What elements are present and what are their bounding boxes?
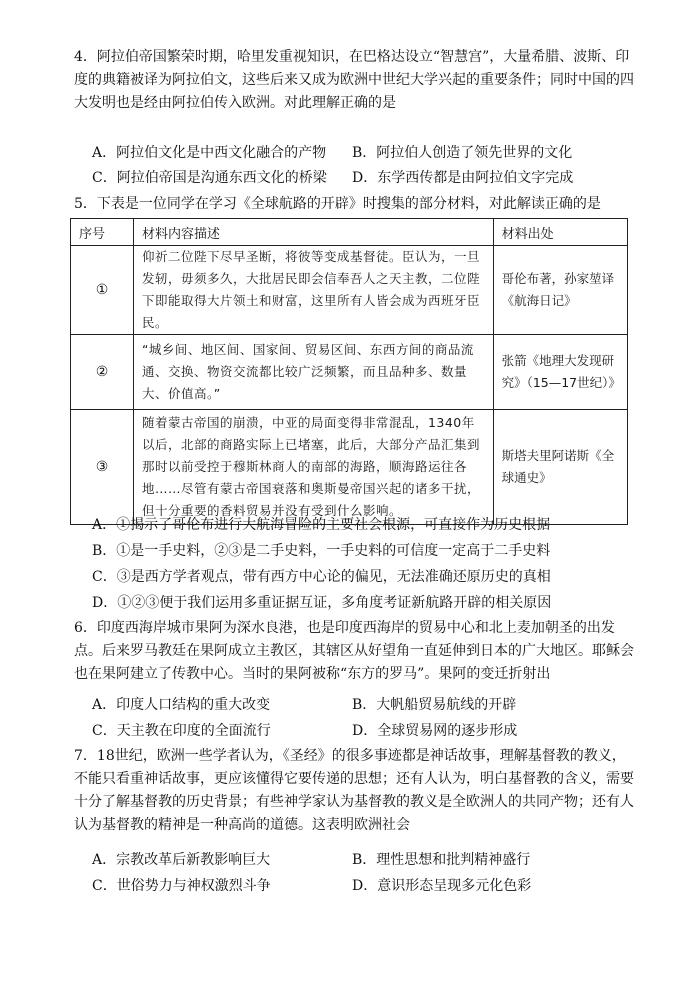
question-5-option-d: D．①②③便于我们运用多重证据互证，多角度考证新航路开辟的相关原因 <box>92 595 552 611</box>
header-content: 材料内容描述 <box>133 219 493 246</box>
question-4-option-d: D．东学西传都是由阿拉伯文字完成 <box>352 170 574 186</box>
question-6-option-c: C．天主教在印度的全面流行 <box>92 723 271 739</box>
question-5-stem: 5．下表是一位同学在学习《全球航路的开辟》时搜集的部分材料，对此解读正确的是 <box>74 196 601 212</box>
row-number: ① <box>71 246 134 335</box>
question-6-stem: 6．印度西海岸城市果阿为深水良港，也是印度西海岸的贸易中心和北上麦加朝圣的出发点。后来罗马教廷在果阿成立主教区，其辖区从好望角一直延伸到日本的广大地区。耶稣会也在果阿建立了传教中心。当时的果阿被称“东方的罗马”。果阿的变迁折射出 <box>74 620 634 682</box>
row-content: 随着蒙古帝国的崩溃，中亚的局面变得非常混乱，1340年以后，北部的商路实际上已堵塞，此后，大部分产品汇集到那时以前受控于穆斯林商人的南部的海路，顺海路运往各地……尽管有蒙古帝国衰落和奥斯曼帝国兴起的诸多干扰，但十分重要的香料贸易并没有受到什么影响。 <box>133 410 493 525</box>
row-source: 斯塔夫里阿诺斯《全球通史》 <box>493 410 627 525</box>
table-header-row <box>71 219 628 246</box>
row-content: 仰祈二位陛下尽早圣断，将彼等变成基督徒。臣认为，一旦发轫，毋须多久，大批居民即会信奉吾人之天主教，二位陛下即能取得大片领土和财富，这里所有人皆会成为西班牙臣民。 <box>133 246 493 335</box>
row-content: “城乡间、地区间、国家间、贸易区间、东西方间的商品流通、交换、物资交流都比较广泛频繁，而且品种多、数量大、价值高。” <box>133 335 493 410</box>
header-source: 材料出处 <box>493 219 627 246</box>
header-number: 序号 <box>71 219 134 246</box>
question-5-option-c: C．③是西方学者观点，带有西方中心论的偏见，无法准确还原历史的真相 <box>92 569 551 585</box>
source-table <box>70 218 628 525</box>
row-source: 哥伦布著，孙家堃译《航海日记》 <box>493 246 627 335</box>
table-row <box>71 410 628 525</box>
question-7-stem: 7．18世纪，欧洲一些学者认为，《圣经》的很多事迹都是神话故事，理解基督教的教义，不能只看重神话故事，更应该懂得它要传递的思想；还有人认为，明白基督教的含义，需要十分了解基督教的历史背景；有些神学家认为基督教的教义是全欧洲人的共同产物；还有人认为基督教的精神是一种高尚的道德。这表明欧洲社会 <box>74 748 634 833</box>
row-number: ③ <box>71 410 134 525</box>
question-4-option-c: C．阿拉伯帝国是沟通东西文化的桥梁 <box>92 170 327 186</box>
row-source: 张箭《地理大发现研究》（15—17世纪）》 <box>493 335 627 410</box>
question-6-option-b: B．大帆船贸易航线的开辟 <box>352 697 517 713</box>
question-6-option-a: A．印度人口结构的重大改变 <box>92 697 271 713</box>
question-4-stem: 4．阿拉伯帝国繁荣时期，哈里发重视知识，在巴格达设立“智慧宫”，大量希腊、波斯、印度的典籍被译为阿拉伯文，这些后来又成为欧洲中世纪大学兴起的重要条件；同时中国的四大发明也是经由阿拉伯传入欧洲。对此理解正确的是 <box>74 49 634 111</box>
table-row <box>71 335 628 410</box>
question-6-option-d: D．全球贸易网的逐步形成 <box>352 723 518 739</box>
question-7-option-b: B．理性思想和批判精神盛行 <box>352 852 531 868</box>
row-number: ② <box>71 335 134 410</box>
table-row <box>71 246 628 335</box>
question-7-option-d: D．意识形态呈现多元化色彩 <box>352 878 532 894</box>
question-5-option-a: A．①揭示了哥伦布进行大航海冒险的主要社会根源，可直接作为历史根据 <box>92 517 551 533</box>
question-4-option-b: B．阿拉伯人创造了领先世界的文化 <box>352 145 573 161</box>
question-5-option-b: B．①是一手史料，②③是二手史料，一手史料的可信度一定高于二手史料 <box>92 543 551 559</box>
question-4-option-a: A．阿拉伯文化是中西文化融合的产物 <box>92 145 327 161</box>
question-7-option-a: A．宗教改革后新教影响巨大 <box>92 852 271 868</box>
question-7-option-c: C．世俗势力与神权激烈斗争 <box>92 878 271 894</box>
